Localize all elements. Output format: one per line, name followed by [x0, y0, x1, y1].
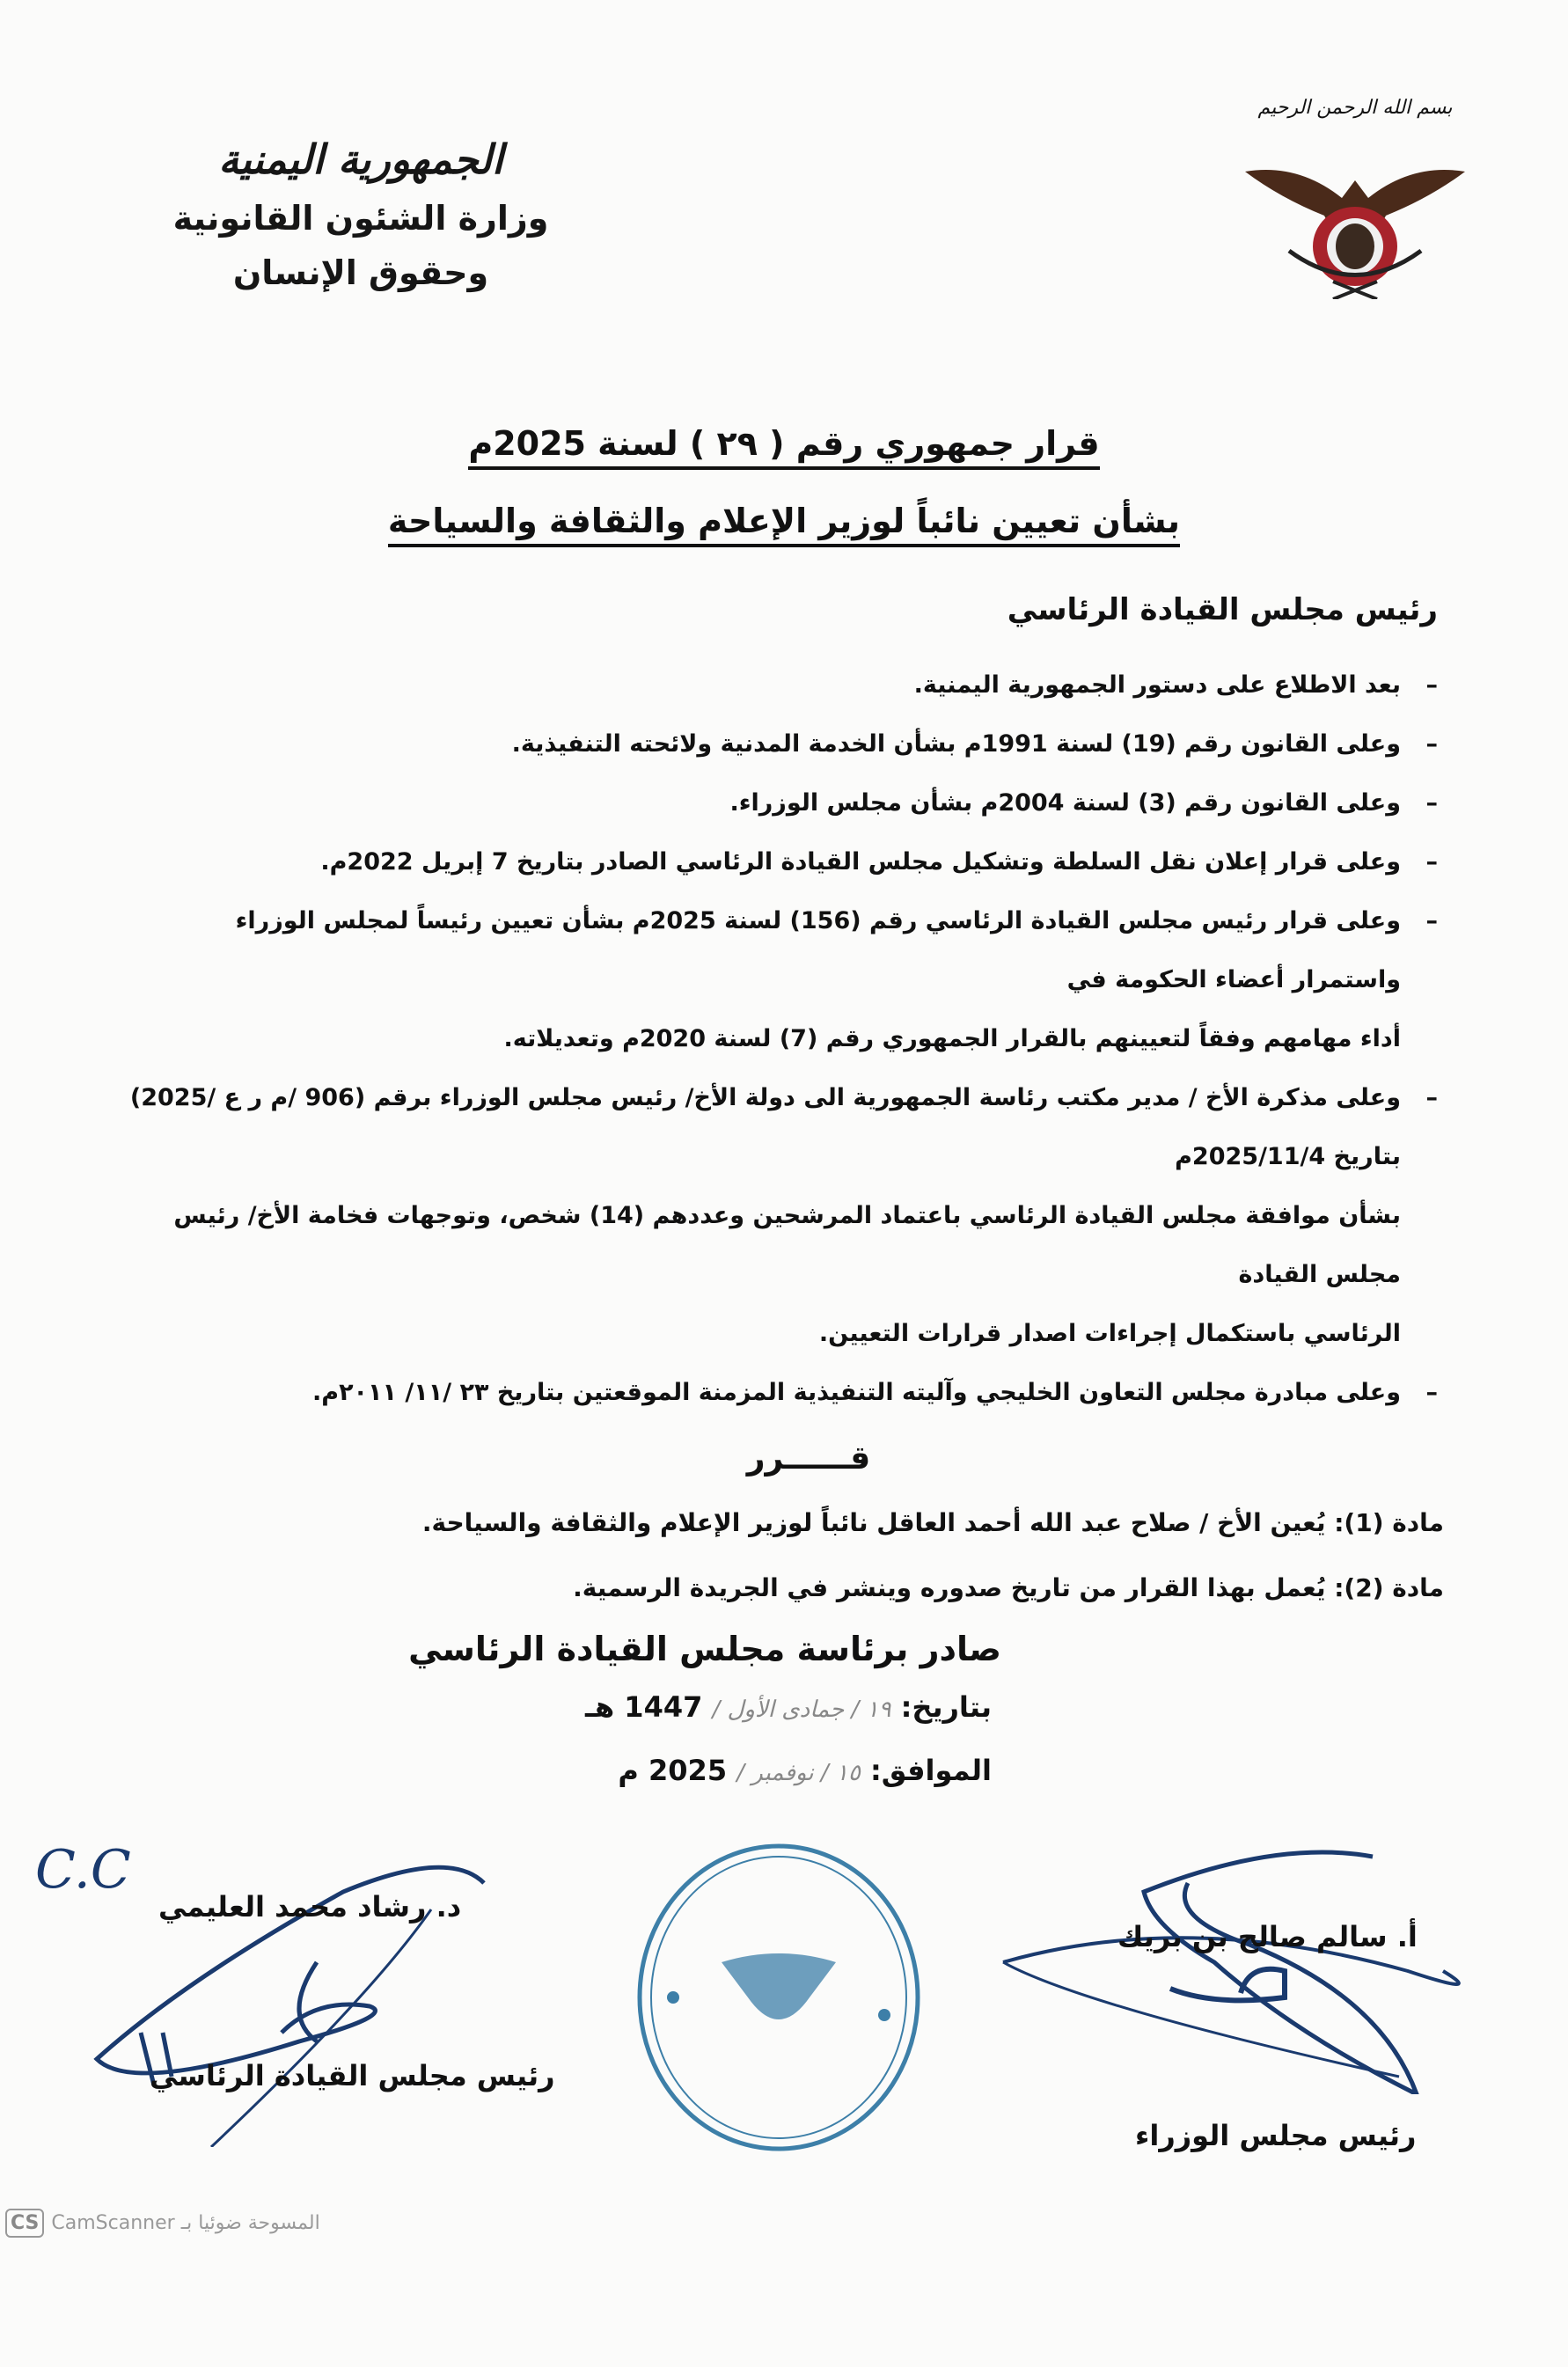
preamble-text: وعلى مذكرة الأخ / مدير مكتب رئاسة الجمهورية الى دولة الأخ/ رئيس مجلس الوزراء برقم (906 /م ر ع /2025) بتاريخ 2025/11/4م [129, 1084, 1401, 1170]
president-title: رئيس مجلس القيادة الرئاسي [150, 2059, 555, 2092]
bullet-dash: – [1425, 671, 1438, 699]
ministry-line1: وزارة الشئون القانونية [172, 199, 549, 238]
hijri-date [127, 1677, 1438, 1740]
bullet-dash: – [1425, 848, 1438, 876]
preamble-item [127, 891, 1438, 1009]
president-signature-icon [79, 1830, 502, 2147]
greg-label: الموافق: [869, 1754, 992, 1787]
preamble-list [127, 656, 1438, 1422]
bullet-dash: – [1425, 1379, 1438, 1406]
bullet-dash: – [1425, 789, 1438, 817]
official-seal-icon [634, 1839, 924, 2156]
greg-value: ١٥ / نوفمبر / [736, 1760, 861, 1786]
preamble-text: وعلى القانون رقم (3) لسنة 2004م بشأن مجلس الوزراء. [729, 789, 1401, 817]
decides-heading: قــــــرر [746, 1440, 871, 1477]
preamble-item [127, 773, 1438, 832]
preamble-text: بعد الاطلاع على دستور الجمهورية اليمنية. [913, 671, 1401, 699]
hijri-label: بتاريخ: [900, 1690, 992, 1724]
preamble-item-cont [127, 1186, 1438, 1304]
hijri-year: 1447 هـ [585, 1690, 703, 1724]
hijri-value: ١٩ / جمادى الأول / [712, 1696, 891, 1723]
bullet-dash: – [1425, 730, 1438, 758]
preamble-item [127, 1363, 1438, 1422]
bullet-dash: – [1425, 907, 1438, 934]
republic-name: الجمهورية اليمنية [218, 136, 503, 183]
preamble-item [127, 832, 1438, 891]
preamble-item [127, 656, 1438, 714]
preamble-text: بشأن موافقة مجلس القيادة الرئاسي باعتماد المرشحين وعددهم (14) شخص، وتوجهات فخامة الأخ/ رئيس مجلس القيادة [173, 1202, 1401, 1288]
camscanner-text: المسوحة ضوئيا بـ CamScanner [51, 2212, 320, 2234]
issuer-heading: رئيس مجلس القيادة الرئاسي [1007, 592, 1438, 627]
camscanner-logo-icon: CS [5, 2209, 44, 2238]
preamble-text: وعلى مبادرة مجلس التعاون الخليجي وآليته التنفيذية المزمنة الموقعتين بتاريخ ٢٣ /١١/ ٢٠١١م. [312, 1379, 1401, 1406]
preamble-item-cont [127, 1009, 1438, 1068]
pm-title: رئيس مجلس الوزراء [1135, 2119, 1417, 2152]
preamble-item [127, 714, 1438, 773]
camscanner-footer [5, 2209, 320, 2238]
bullet-dash: – [1425, 1084, 1438, 1111]
preamble-text: الرئاسي باستكمال إجراءات اصدار قرارات التعيين. [818, 1320, 1401, 1347]
president-name: د. رشاد محمد العليمي [158, 1890, 462, 1924]
pm-signature-icon [994, 1830, 1505, 2094]
decree-title-text: قرار جمهوري رقم ( ٢٩ ) لسنة 2025م [468, 424, 1099, 470]
basmala: بسم الله الرحمن الرحيم [1257, 97, 1453, 119]
decree-subject-text: بشأن تعيين نائباً لوزير الإعلام والثقافة والسياحة [388, 502, 1180, 547]
decree-body [35, 581, 1444, 2367]
preamble-item-cont [127, 1304, 1438, 1363]
issued-at: صادر برئاسة مجلس القيادة الرئاسي [408, 1630, 1001, 1668]
article-2: مادة (2): يُعمل بهذا القرار من تاريخ صدوره وينشر في الجريدة الرسمية. [573, 1573, 1444, 1602]
article-1: مادة (1): يُعين الأخ / صلاح عبد الله أحمد العاقل نائباً لوزير الإعلام والثقافة والسياحة. [421, 1508, 1444, 1537]
greg-year: 2025 م [618, 1754, 728, 1787]
preamble-text: وعلى القانون رقم (19) لسنة 1991م بشأن الخدمة المدنية ولائحته التنفيذية. [511, 730, 1401, 758]
ministry-line2: وحقوق الإنسان [232, 253, 489, 292]
preamble-text: أداء مهامهم وفقاً لتعيينهم بالقرار الجمهوري رقم (7) لسنة 2020م وتعديلاته. [503, 1025, 1401, 1052]
decree-subject [0, 502, 1568, 540]
cc-mark: C.C [35, 1839, 131, 1901]
pm-name: أ. سالم صالح بن بريك [1117, 1920, 1418, 1953]
signatures-block [0, 1839, 1568, 2367]
ministry-header [158, 128, 563, 300]
preamble-text: وعلى قرار إعلان نقل السلطة وتشكيل مجلس القيادة الرئاسي الصادر بتاريخ 7 إبريل 2022م. [320, 848, 1401, 876]
yemen-eagle-emblem-icon [1236, 145, 1474, 299]
decree-title [0, 424, 1568, 463]
preamble-text: وعلى قرار رئيس مجلس القيادة الرئاسي رقم (156) لسنة 2025م بشأن تعيين رئيساً لمجلس الوزراء واستمرار أعضاء الحكومة في [235, 907, 1401, 993]
preamble-item [127, 1068, 1438, 1186]
gregorian-date [127, 1740, 1438, 1804]
